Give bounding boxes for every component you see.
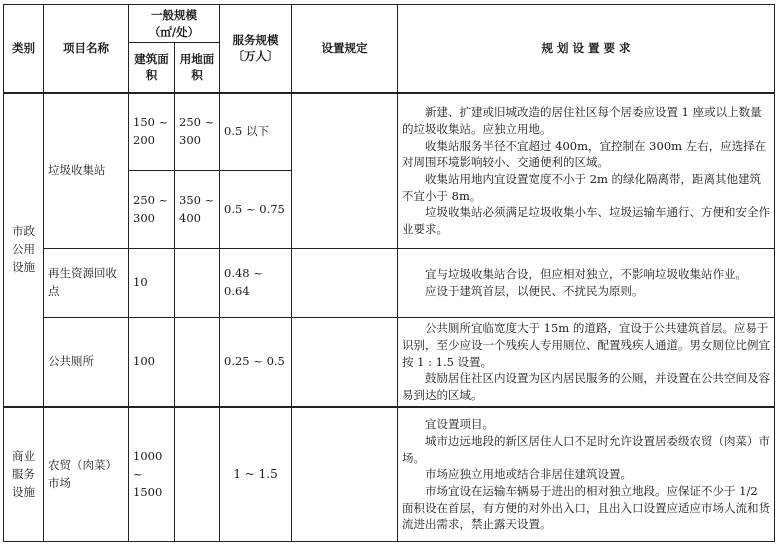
requirements-cell: [398, 407, 775, 541]
requirements-cell: [398, 317, 775, 407]
service-scale-cell: 0.48 ~ 0.64: [220, 249, 292, 317]
requirement-paragraph: 新建、扩建或旧城改造的居住社区每个居委应设置 1 座或以上数量的垃圾收集站。应独立用地。: [402, 105, 762, 137]
setting-rule-cell: [292, 407, 398, 541]
table-row: [4, 407, 775, 541]
header-service-scale: [220, 5, 292, 93]
header-category: 类别: [4, 5, 44, 93]
land-area-cell: 350 ~ 400: [175, 171, 220, 249]
requirement-paragraph: 公共厕所宜临宽度大于 15m 的道路，宜设于公共建筑首层。应易于识别，至少应设一个残疾人专用厕位、配置残疾人通道。男女厕位比例宜按 1 : 1.5 设置。: [402, 321, 771, 369]
requirement-paragraph: 市场应独立用地或结合非居住建筑设置。: [425, 467, 633, 482]
building-area-cell: 1000 ~ 1500: [129, 407, 175, 541]
building-area-cell: 250 ~ 300: [129, 171, 175, 249]
requirement-paragraph: 鼓励居住社区内设置为区内居民服务的公厕，并设置在公共空间及容易到达的区域。: [402, 371, 771, 402]
requirement-paragraph: 收集站用地内宜设置宽度不小于 2m 的绿化隔离带，距离其他建筑不宜小于 8m。: [402, 172, 762, 203]
item-name-cell: 再生资源回收点: [44, 249, 129, 317]
header-general-scale-label: 一般规模: [151, 8, 197, 23]
item-name-cell: 公共厕所: [44, 317, 129, 407]
facility-spec-table: [3, 4, 775, 542]
setting-rule-cell: [292, 317, 398, 407]
requirement-paragraph: 应设于建筑首层，以便民、不扰民为原则。: [425, 283, 644, 298]
setting-rule-cell: [292, 249, 398, 317]
requirements-cell: [398, 249, 775, 317]
building-area-cell: 150 ~ 200: [129, 93, 175, 171]
spec-document: [3, 4, 774, 542]
category-cell: 市政公用设施: [4, 93, 44, 408]
building-area-cell: 10: [129, 249, 175, 317]
table-row: [4, 93, 775, 171]
service-scale-cell: 1 ~ 1.5: [220, 407, 292, 541]
table-row: [4, 317, 775, 407]
header-general-scale: [129, 5, 220, 43]
header-item-name: 项目名称: [44, 5, 129, 93]
requirement-paragraph: 收集站服务半径不宜超过 400m，宜控制在 300m 左右，应选择在对周围环境影响较小、交通便利的区域。: [402, 138, 767, 170]
requirement-paragraph: 城市边远地段的新区居住人口不足时允许设置居委级农贸（肉菜）市场。: [402, 433, 771, 465]
service-scale-cell: 0.5 以下: [220, 93, 292, 171]
requirements-cell: [398, 93, 775, 249]
header-requirements: 规 划 设 置 要 求: [398, 5, 775, 93]
header-service-scale-unit: 〔万人〕: [232, 49, 279, 64]
service-scale-cell: 0.25 ~ 0.5: [220, 317, 292, 407]
category-cell: 商业服务设施: [4, 407, 44, 541]
header-service-scale-label: 服务规模: [232, 33, 279, 48]
requirement-paragraph: 宜设置项目。: [425, 417, 495, 432]
requirement-paragraph: 垃圾收集站必须满足垃圾收集小车、垃圾运输车通行、方便和安全作业要求。: [402, 205, 771, 237]
land-area-cell: 250 ~ 300: [175, 93, 220, 171]
header-building-area: 建筑面积: [129, 43, 175, 93]
item-name-cell: 农贸（肉菜）市场: [44, 407, 129, 541]
header-row-1: [4, 5, 775, 43]
item-name-cell: 垃圾收集站: [44, 93, 129, 249]
header-general-scale-unit: （㎡/处）: [148, 24, 200, 39]
building-area-cell: 100: [129, 317, 175, 407]
table-row: [4, 249, 775, 317]
land-area-cell: [175, 249, 220, 317]
land-area-cell: [175, 407, 220, 541]
header-setting-rule: 设置规定: [292, 5, 398, 93]
land-area-cell: [175, 317, 220, 407]
requirement-paragraph: 宜与垃圾收集站合设，但应相对独立，不影响垃圾收集站作业。: [425, 267, 748, 282]
requirement-paragraph: 市场宜设在运输车辆易于进出的相对独立地段。应保证不少于 1/2 面积设在首层，有方便的对外出入口，且出入口设置应适应市场人流和货流进出需求，禁止露天设置。: [402, 483, 771, 532]
service-scale-cell: 0.5 ~ 0.75: [220, 171, 292, 249]
header-land-area: 用地面积: [175, 43, 220, 93]
setting-rule-cell: [292, 93, 398, 249]
